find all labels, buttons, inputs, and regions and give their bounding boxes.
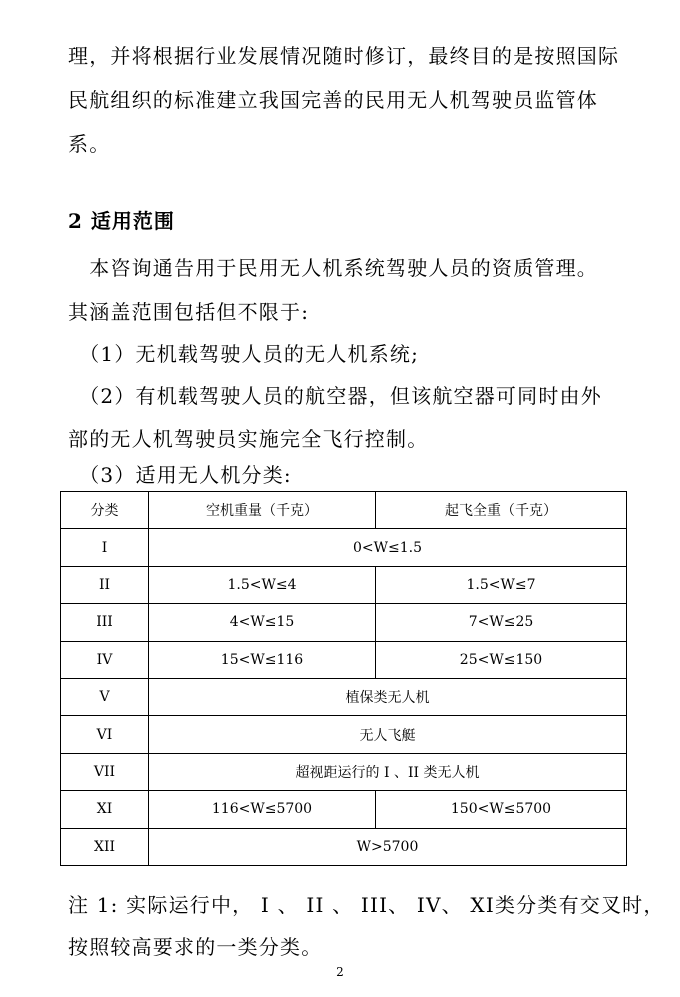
table-row: [61, 566, 627, 603]
table-row: [61, 604, 627, 641]
class-cell: VII: [61, 753, 149, 790]
class-cell: XII: [61, 828, 149, 865]
note-line-2: 按照较高要求的一类分类。: [68, 935, 323, 959]
table-row: [61, 716, 627, 753]
empty-weight-cell: 4<W≤15: [149, 604, 376, 641]
takeoff-weight-cell: 25<W≤150: [376, 641, 627, 678]
section-line-1: 本咨询通告用于民用无人机系统驾驶人员的资质管理。: [68, 256, 598, 280]
class-cell: IV: [61, 641, 149, 678]
class-cell: XI: [61, 791, 149, 828]
table-row: [61, 641, 627, 678]
note-line-1: 注 1: 实际运行中， I 、 II 、 III、 IV、 XI类分类有交叉时，: [68, 893, 665, 917]
page-number: 2: [336, 965, 344, 979]
header-class: 分类: [61, 492, 149, 529]
merged-cell: 0<W≤1.5: [149, 529, 627, 566]
table-header-row: [61, 492, 627, 529]
class-cell: V: [61, 678, 149, 715]
paragraph-line-3: 系。: [68, 132, 111, 156]
class-cell: II: [61, 566, 149, 603]
empty-weight-cell: 15<W≤116: [149, 641, 376, 678]
section-line-6: （3）适用无人机分类:: [68, 463, 292, 487]
takeoff-weight-cell: 1.5<W≤7: [376, 566, 627, 603]
section-line-4: （2）有机载驾驶人员的航空器，但该航空器可同时由外: [68, 384, 602, 408]
section-heading: 2 适用范围: [68, 209, 175, 233]
section-line-3: （1）无机载驾驶人员的无人机系统;: [68, 342, 420, 366]
section-line-2: 其涵盖范围包括但不限于:: [68, 300, 310, 324]
empty-weight-cell: 1.5<W≤4: [149, 566, 376, 603]
uav-classification-table: [60, 491, 627, 866]
table-row: [61, 678, 627, 715]
merged-cell: 超视距运行的 I 、II 类无人机: [149, 753, 627, 790]
paragraph-line-1: 理，并将根据行业发展情况随时修订，最终目的是按照国际: [68, 44, 620, 68]
takeoff-weight-cell: 150<W≤5700: [376, 791, 627, 828]
table-row: [61, 753, 627, 790]
table-row: [61, 791, 627, 828]
table-row: [61, 828, 627, 865]
merged-cell: W>5700: [149, 828, 627, 865]
class-cell: III: [61, 604, 149, 641]
empty-weight-cell: 116<W≤5700: [149, 791, 376, 828]
takeoff-weight-cell: 7<W≤25: [376, 604, 627, 641]
merged-cell: 植保类无人机: [149, 678, 627, 715]
paragraph-line-2: 民航组织的标准建立我国完善的民用无人机驾驶员监管体: [68, 88, 598, 112]
section-line-5: 部的无人机驾驶员实施完全飞行控制。: [68, 427, 429, 451]
class-cell: VI: [61, 716, 149, 753]
class-cell: I: [61, 529, 149, 566]
header-empty-weight: 空机重量（千克）: [149, 492, 376, 529]
merged-cell: 无人飞艇: [149, 716, 627, 753]
header-takeoff-weight: 起飞全重（千克）: [376, 492, 627, 529]
table-row: [61, 529, 627, 566]
